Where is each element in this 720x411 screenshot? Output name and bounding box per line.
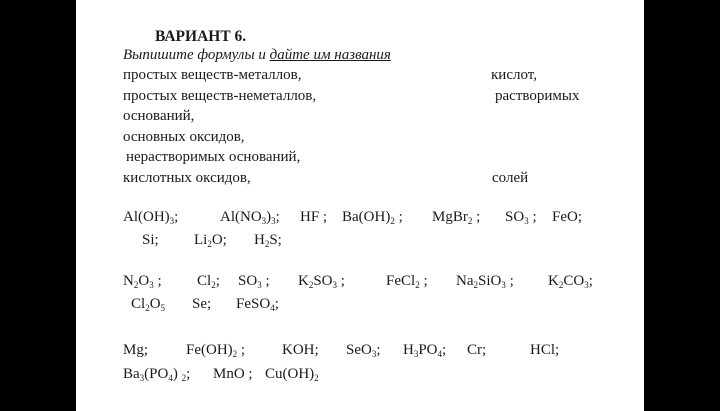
document-page — [76, 0, 644, 411]
formula: FeO; — [552, 209, 582, 225]
category-acidic-oxides: кислотных оксидов, — [123, 170, 251, 186]
category-insoluble-bases: нерастворимых оснований, — [126, 149, 301, 165]
formula: $Li_2O$; — [194, 232, 227, 249]
formula: $SO_3$ ; — [505, 209, 537, 226]
formula: $K_2SO_3$ ; — [298, 273, 345, 290]
formula: HF ; — [300, 209, 328, 225]
formula: $SO_3$ ; — [238, 273, 270, 290]
formula: $Ba_3(PO_4)$ $_2$; — [123, 366, 191, 383]
formula: Cr; — [467, 342, 487, 358]
formula: $N_2O_3$ ; — [123, 273, 162, 290]
formula: Si; — [142, 232, 159, 248]
category-salts: солей — [492, 170, 529, 186]
formula: $Cu(OH)_2$ — [265, 366, 319, 383]
formula: Se; — [192, 296, 212, 312]
formula: $H_2S$; — [254, 232, 282, 249]
formula: $Cl_2$; — [197, 273, 220, 290]
formula: SeO$_3$; — [346, 342, 381, 359]
formula: $K_2CO_3$; — [548, 273, 593, 290]
category-acids: кислот, — [491, 67, 537, 83]
instruction-text — [123, 47, 391, 64]
variant-title: ВАРИАНТ 6. — [155, 28, 247, 45]
formula: MnO ; — [213, 366, 253, 382]
formula: $Ba(OH)_2$ ; — [342, 209, 403, 226]
formula: KOH; — [282, 342, 319, 358]
instruction-part2-underlined: дайте им названия — [269, 47, 391, 63]
category-nonmetals: простых веществ-неметаллов, — [123, 88, 317, 104]
formula: MgBr$_2$ ; — [432, 209, 481, 226]
formula: $Cl_2O_5$ — [131, 296, 166, 313]
formula: $Al(NO_3)_3$; — [220, 209, 280, 226]
category-metals: простых веществ-металлов, — [123, 67, 302, 83]
formula: HCl; — [530, 342, 560, 358]
category-bases: оснований, — [123, 108, 195, 124]
category-soluble: растворимых — [495, 88, 580, 104]
formula: $Fe(OH)_2$ ; — [186, 342, 246, 359]
category-basic-oxides: основных оксидов, — [123, 129, 245, 145]
formula: $H_3PO_4$; — [403, 342, 447, 359]
instruction-part1: Выпишите формулы и — [123, 47, 270, 63]
formula: Mg; — [123, 342, 149, 358]
formula: FeCl$_2$ ; — [386, 273, 428, 290]
formula: $Na_2SiO_3$ ; — [456, 273, 514, 290]
formula: $Al(OH)_3$; — [123, 209, 179, 226]
formula: FeSO$_4$; — [236, 296, 279, 313]
